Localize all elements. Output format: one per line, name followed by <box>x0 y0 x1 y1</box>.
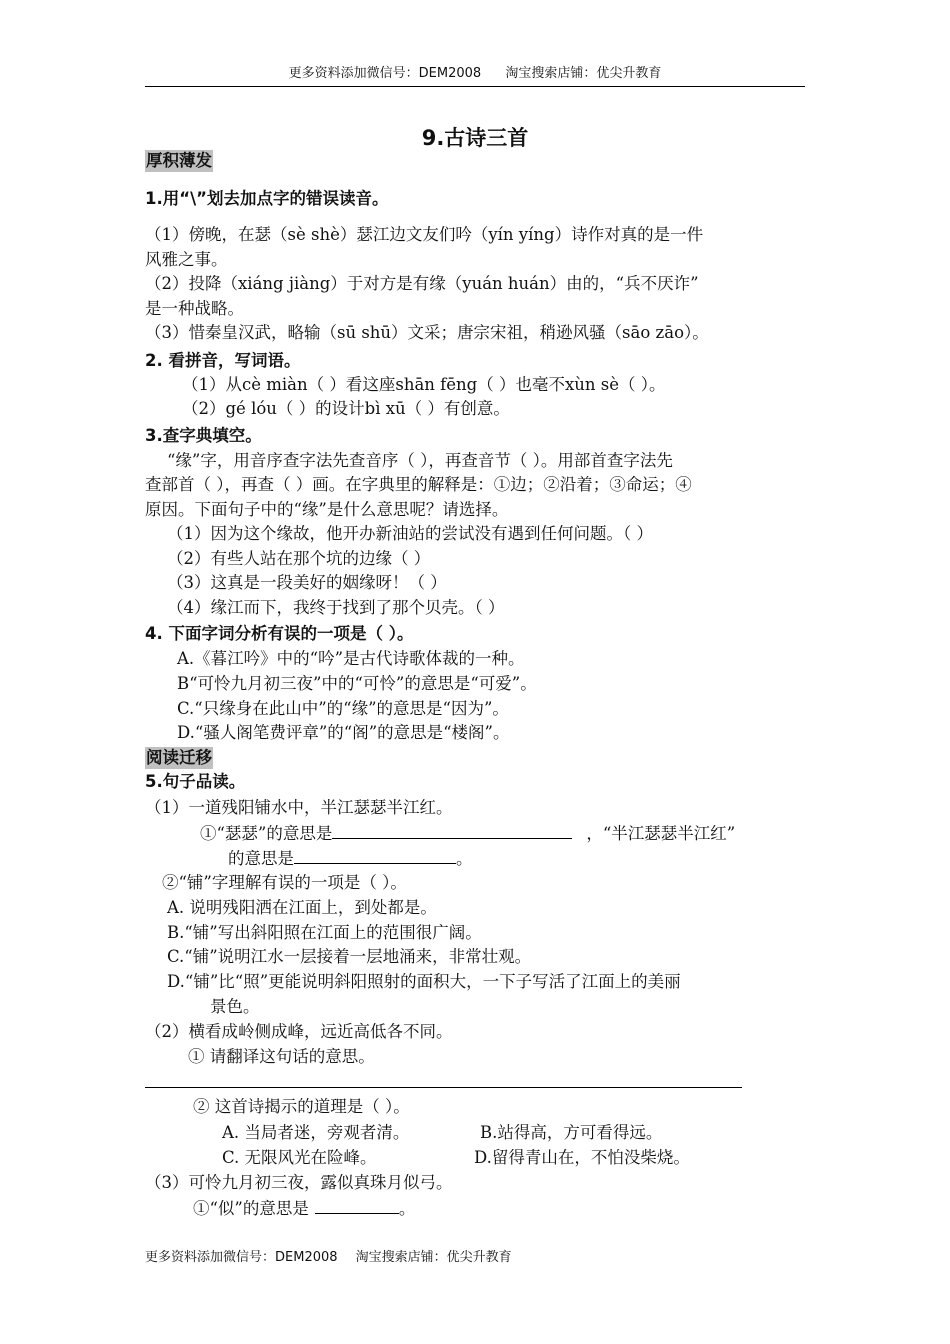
q2-line2: （2）gé lóu（ ）的设计bì xū（ ）有创意。 <box>182 399 510 418</box>
page-header <box>145 64 805 87</box>
q1-line1b: 风雅之事。 <box>145 250 228 269</box>
q3-option1: （1）因为这个缘故，他开办新油站的尝试没有遇到任何问题。（ ） <box>167 524 653 543</box>
q4-title: 4. 下面字词分析有误的一项是（ ）。 <box>145 624 414 643</box>
q3-title: 3.查字典填空。 <box>145 426 262 445</box>
q5-s2-option-b: B.站得高，方可看得远。 <box>480 1123 663 1142</box>
q5-s1-option-a: A. 说明残阳洒在江面上，到处都是。 <box>167 898 437 917</box>
q5-s1-option-b: B.“铺”写出斜阳照在江面上的范围很广阔。 <box>167 923 482 942</box>
q5-s2-option-c: C. 无限风光在险峰。 <box>222 1148 377 1167</box>
q3-option3: （3）这真是一段美好的姻缘呀！（ ） <box>167 573 447 592</box>
answer-blank[interactable] <box>315 1197 399 1214</box>
q2-line1: （1）从cè miàn（ ）看这座shān fēng（ ）也毫不xùn sè（ ）。 <box>182 375 666 394</box>
q5-s2-option-d: D.留得青山在，不怕没柴烧。 <box>474 1148 690 1167</box>
q5-s3-q1-text: ①“似”的意思是 <box>193 1199 309 1218</box>
q5-sentence1: （1）一道残阳铺水中，半江瑟瑟半江红。 <box>145 798 453 817</box>
q5-s1-q1-text2: ，“半江瑟瑟半江红” <box>586 824 736 843</box>
q5-s1-q1-line2 <box>228 847 473 870</box>
q1-title: 1.用“\”划去加点字的错误读音。 <box>145 189 389 208</box>
q5-s1-q1-text: ①“瑟瑟”的意思是 <box>200 824 333 843</box>
q5-sentence2: （2）横看成岭侧成峰，远近高低各不同。 <box>145 1022 453 1041</box>
q5-s1-q1-end: 。 <box>456 849 473 868</box>
q5-s1-option-d2: 景色。 <box>210 997 260 1016</box>
q4-option-b: B“可怜九月初三夜”中的“可怜”的意思是“可爱”。 <box>177 674 537 693</box>
q4-option-a: A.《暮江吟》中的“吟”是古代诗歌体裁的一种。 <box>177 649 525 668</box>
q5-s1-q2: ②“铺”字理解有误的一项是（ ）。 <box>162 873 407 892</box>
q5-sentence3: （3）可怜九月初三夜，露似真珠月似弓。 <box>145 1173 453 1192</box>
header-shop: 淘宝搜索店铺：优尖升教育 <box>505 66 662 81</box>
header-wechat: 更多资料添加微信号：DEM2008 <box>288 66 482 81</box>
q2-title: 2. 看拼音，写词语。 <box>145 351 301 370</box>
q3-option4: （4）缘江而下，我终于找到了那个贝壳。（ ） <box>167 598 505 617</box>
q5-s2-q2: ② 这首诗揭示的道理是（ ）。 <box>193 1097 410 1116</box>
q5-s3-q1-end: 。 <box>398 1199 416 1218</box>
answer-blank[interactable] <box>294 847 456 864</box>
q5-s3-q1-line <box>193 1197 415 1220</box>
q5-s1-option-d: D.“铺”比“照”更能说明斜阳照射的面积大，一下子写活了江面上的美丽 <box>167 972 681 991</box>
q1-line3: （3）惜秦皇汉武，略输（sū shū）文采；唐宗宋祖，稍逊风骚（sāo zāo）。 <box>145 323 709 342</box>
q4-option-c: C.“只缘身在此山中”的“缘”的意思是“因为”。 <box>177 699 509 718</box>
q5-title: 5.句子品读。 <box>145 772 246 791</box>
section-heading-2: 阅读迁移 <box>146 748 212 767</box>
footer-wechat: 更多资料添加微信号：DEM2008 <box>145 1250 338 1265</box>
q5-s2-q1: ① 请翻译这句话的意思。 <box>188 1047 375 1066</box>
answer-line[interactable] <box>145 1087 742 1088</box>
q3-para1: “缘”字，用音序查字法先查音序（ ），再查音节（ ）。用部首查字法先 <box>167 451 673 470</box>
q1-line1: （1）傍晚，在瑟（sè shè）瑟江边文友们吟（yín yíng）诗作对真的是一件 <box>145 225 704 244</box>
footer-shop: 淘宝搜索店铺：优尖升教育 <box>355 1250 512 1265</box>
q5-s2-option-a: A. 当局者迷，旁观者清。 <box>222 1123 410 1142</box>
q5-s1-q1-text3: 的意思是 <box>228 849 294 868</box>
q3-option2: （2）有些人站在那个坑的边缘（ ） <box>167 549 431 568</box>
section-heading-1: 厚积薄发 <box>146 151 212 170</box>
answer-blank[interactable] <box>332 822 572 839</box>
q5-s1-option-c: C.“铺”说明江水一层接着一层地涌来，非常壮观。 <box>167 947 532 966</box>
page-footer <box>145 1246 526 1265</box>
q5-s1-q1-line <box>200 822 735 845</box>
page-title: 9.古诗三首 <box>421 126 529 150</box>
q4-option-d: D.“骚人阁笔费评章”的“阁”的意思是“楼阁”。 <box>177 723 510 742</box>
q1-line2b: 是一种战略。 <box>145 299 244 318</box>
q3-para2: 查部首（ ），再查（ ）画。在字典里的解释是：①边；②沿着；③命运；④ <box>145 475 692 494</box>
q3-para3: 原因。下面句子中的“缘”是什么意思呢？请选择。 <box>145 500 509 519</box>
q1-line2: （2）投降（xiáng jiàng）于对方是有缘（yuán huán）由的，“兵不厌诈” <box>145 274 699 293</box>
